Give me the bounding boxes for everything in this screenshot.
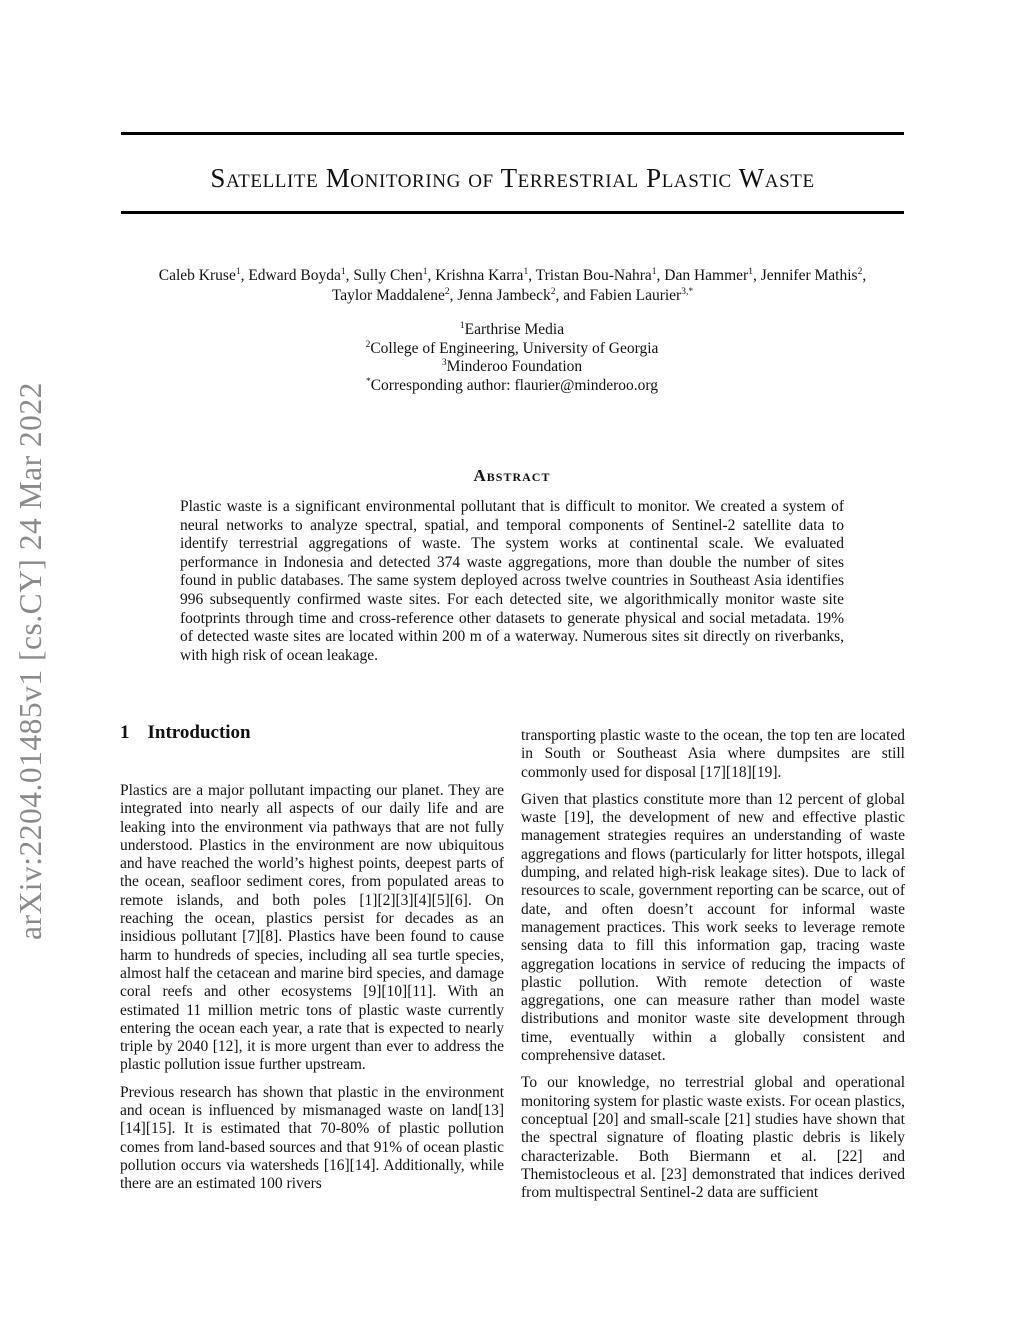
body-paragraph: Given that plastics constitute more than 12 percent of global waste [19], the development of new and effective plastic management strategies requires an understanding of waste aggregations and flows (particularly for litter hotspots, illegal dumping, and related high-risk leakage sites). Due to lack of resources to scale, government reporting can be scarce, out of date, and often doesn’t account for informal waste management practices. This work seeks to leverage remote sensing data to fill this information gap, tracing waste aggregation locations in service of reducing the impacts of plastic pollution. With remote detection of waste aggregations, one can measure rather than model waste distributions and monitor waste site development through time, eventually within a globally consistent and comprehensive dataset. — [521, 790, 905, 1065]
section-title: Introduction — [147, 722, 251, 743]
abstract-text: Plastic waste is a significant environmental pollutant that is difficult to monitor. We created a system of neural networks to analyze spectral, spatial, and temporal components of Sentinel-2 satellite data to identify terrestrial aggregations of waste. The system works at continental scale. We evaluated performance in Indonesia and detected 374 waste aggregations, more than double the number of sites found in public databases. The same system deployed across twelve countries in Southeast Asia identifies 996 subsequently confirmed waste sites. For each detected site, we algorithmically monitor waste site footprints through time and cross-reference other datasets to generate physical and social metadata. 19% of detected waste sites are located within 200 m of a waterway. Numerous sites sit directly on riverbanks, with high risk of ocean leakage. — [180, 498, 844, 664]
author: Caleb Kruse$^1$, — [158, 267, 249, 284]
author: Krishna Karra$^1$, — [435, 267, 536, 284]
arxiv-identifier: arXiv:2204.01485v1 [cs.CY] 24 Mar 2022 — [13, 382, 48, 940]
author: Dan Hammer$^1$, — [664, 267, 761, 284]
body-paragraph: Previous research has shown that plastic in the environment and ocean is influenced by mismanaged waste on land[13][14][15]. It is estimated that 70-80% of plastic pollution comes from land-based sources and that 91% of ocean plastic pollution occurs via watersheds [16][14]. Additionally, while there are an estimated 100 rivers — [120, 1083, 504, 1193]
body-paragraph: transporting plastic waste to the ocean, the top ten are located in South or Southeast Asia where dumpsites are still commonly used for disposal [17][18][19]. — [521, 727, 905, 781]
author-list — [110, 266, 915, 306]
affiliation-list — [200, 321, 824, 395]
affiliation: *Corresponding author: flaurier@minderoo.org — [365, 376, 659, 394]
right-column — [521, 727, 905, 1211]
author: Edward Boyda$^1$, — [248, 267, 354, 284]
paper-title: Satellite Monitoring of Terrestrial Plastic Waste — [210, 163, 815, 193]
affiliation: $^3$Minderoo Foundation — [441, 358, 583, 375]
body-paragraph: Plastics are a major pollutant impacting our planet. They are integrated into nearly all aspects of our daily life and are leaking into the environment via pathways that are not fully understood. Plastics in the environment are now ubiquitous and have reached the world’s highest points, deepest parts of the ocean, seafloor sediment cores, from populated areas to remote islands, and both poles [1][2][3][4][5][6]. On reaching the ocean, plastics persist for decades as an insidious pollutant [7][8]. Plastics have been found to cause harm to hundreds of species, including all sea turtle species, almost half the cetacean and marine bird species, and damage coral reefs and other ecosystems [9][10][11]. With an estimated 11 million metric tons of plastic waste currently entering the ocean each year, a rate that is expected to nearly triple by 2040 [12], it is more urgent than ever to address the plastic pollution issue further upstream. — [120, 782, 504, 1074]
abstract-heading: Abstract — [473, 466, 551, 485]
author: Tristan Bou-Nahra$^1$, — [535, 267, 665, 284]
section-number: 1 — [120, 722, 130, 743]
body-paragraph: To our knowledge, no terrestrial global and operational monitoring system for plastic waste exists. For ocean plastics, conceptual [20] and small-scale [21] studies have shown that the spectral signature of floating plastic debris is likely characterizable. Both Biermann et al. [22] and Themistocleous et al. [23] demonstrated that indices derived from multispectral Sentinel-2 data are sufficient — [521, 1074, 905, 1202]
author: Sully Chen$^1$, — [353, 267, 436, 284]
author: Fabien Laurier$^{3,*}$ — [589, 287, 694, 304]
author: Jenna Jambeck$^2$, and — [457, 287, 590, 304]
left-column — [120, 782, 504, 1203]
author: Jennifer Mathis$^2$, — [760, 267, 867, 284]
affiliation: $^1$Earthrise Media — [459, 321, 565, 338]
title-rule-bottom — [121, 211, 904, 214]
author: Taylor Maddalene$^2$, — [331, 287, 458, 304]
title-rule-top — [121, 132, 904, 135]
section-heading — [120, 722, 251, 744]
affiliation: $^2$College of Engineering, University of Georgia — [365, 339, 659, 357]
